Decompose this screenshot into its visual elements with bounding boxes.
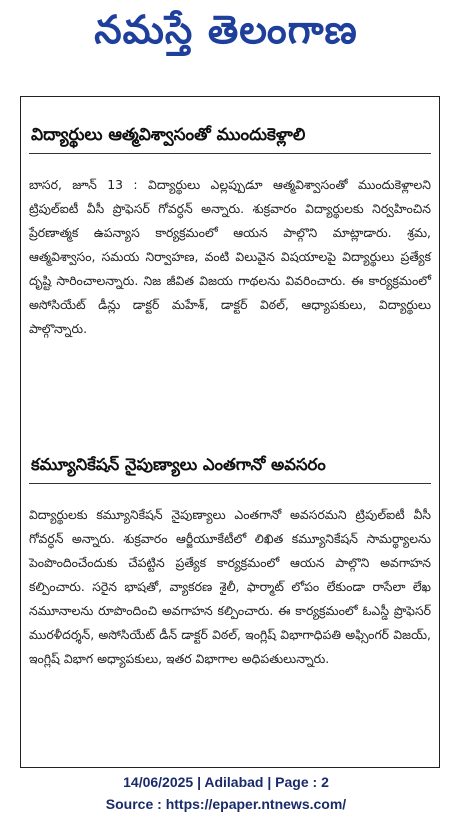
news-clipping: [20, 96, 440, 768]
footer-source-link[interactable]: Source : https://epaper.ntnews.com/: [105, 796, 347, 812]
article2-body: విద్యార్థులకు కమ్యూనికేషన్ నైపుణ్యాలు ఎంతగానో అవసరమని ట్రిపుల్‌ఐటీ వీసీ గోవర్ధన్ అన్నారు. శుక్రవారం ఆర్జీయూకేటీలో లిఖిత కమ్యూనికేషన్ సామర్థ్యాలను పెంపొందించేందుకు చేపట్టిన ప్రత్యేక కార్యక్రమంలో ఆయన పాల్గొని అవగాహన కల్పించారు. సరైన భాషతో, వ్యాకరణ శైలీ, ఫార్మాట్ లోపం లేకుండా రాసేలా లేఖ నమూనాలను రూపొందించి అవగాహన కల్పించారు. ఈ కార్యక్రమంలో ఓఎస్డీ ప్రొఫెసర్ మురళీదర్శన్, అసోసియేట్ డీన్ డాక్టర్ విఠల్, ఇంగ్లిష్ విభాగాధిపతి అఫ్సింగర్ విజయ్, ఇంగ్లిష్ విభాగ అధ్యాపకులు, ఇతర విభాగాల అధిపతులున్నారు.: [29, 507, 431, 667]
article1-headline: విద్యార్థులు ఆత్మవిశ్వాసంతో ముందుకెళ్లాలి: [31, 125, 306, 145]
article2-headline: కమ్యూనికేషన్ నైపుణ్యాలు ఎంతగానో అవసరం: [31, 455, 326, 474]
article1-divider: [29, 153, 431, 154]
footer-date-edition-page: 14/06/2025 | Adilabad | Page : 2: [123, 774, 329, 790]
article1-body: బాసర, జూన్ 13 : విద్యార్థులు ఎల్లప్పుడూ ఆత్మవిశ్వాసంతో ముందుకెళ్లాలని ట్రిపుల్‌ఐటీ వీసీ ప్రొఫెసర్ గోవర్ధన్ అన్నారు. శుక్రవారం విద్యార్థులకు నిర్వహించిన ప్రేరణాత్మక ఉపన్యాస కార్యక్రమంలో ఆయన పాల్గొని మాట్లాడారు. శ్రమ, ఆత్మవిశ్వాసం, సమయ నిర్వాహణ, వంటి విలువైన విషయాలపై విద్యార్థులు ప్రత్యేక దృష్టి సారించాలన్నారు. నిజ జీవిత విజయ గాథలను వివరించారు. ఈ కార్యక్రమంలో అసోసియేట్ డీన్లు డాక్టర్ మహేశ్, డాక్టర్ విఠల్, ఆధ్యాపకులు, విద్యార్థులు పాల్గొన్నారు.: [29, 177, 431, 337]
newspaper-logo-title: నమస్తే తెలంగాణ: [94, 8, 358, 53]
masthead: [0, 0, 452, 70]
article2-divider: [29, 483, 431, 484]
